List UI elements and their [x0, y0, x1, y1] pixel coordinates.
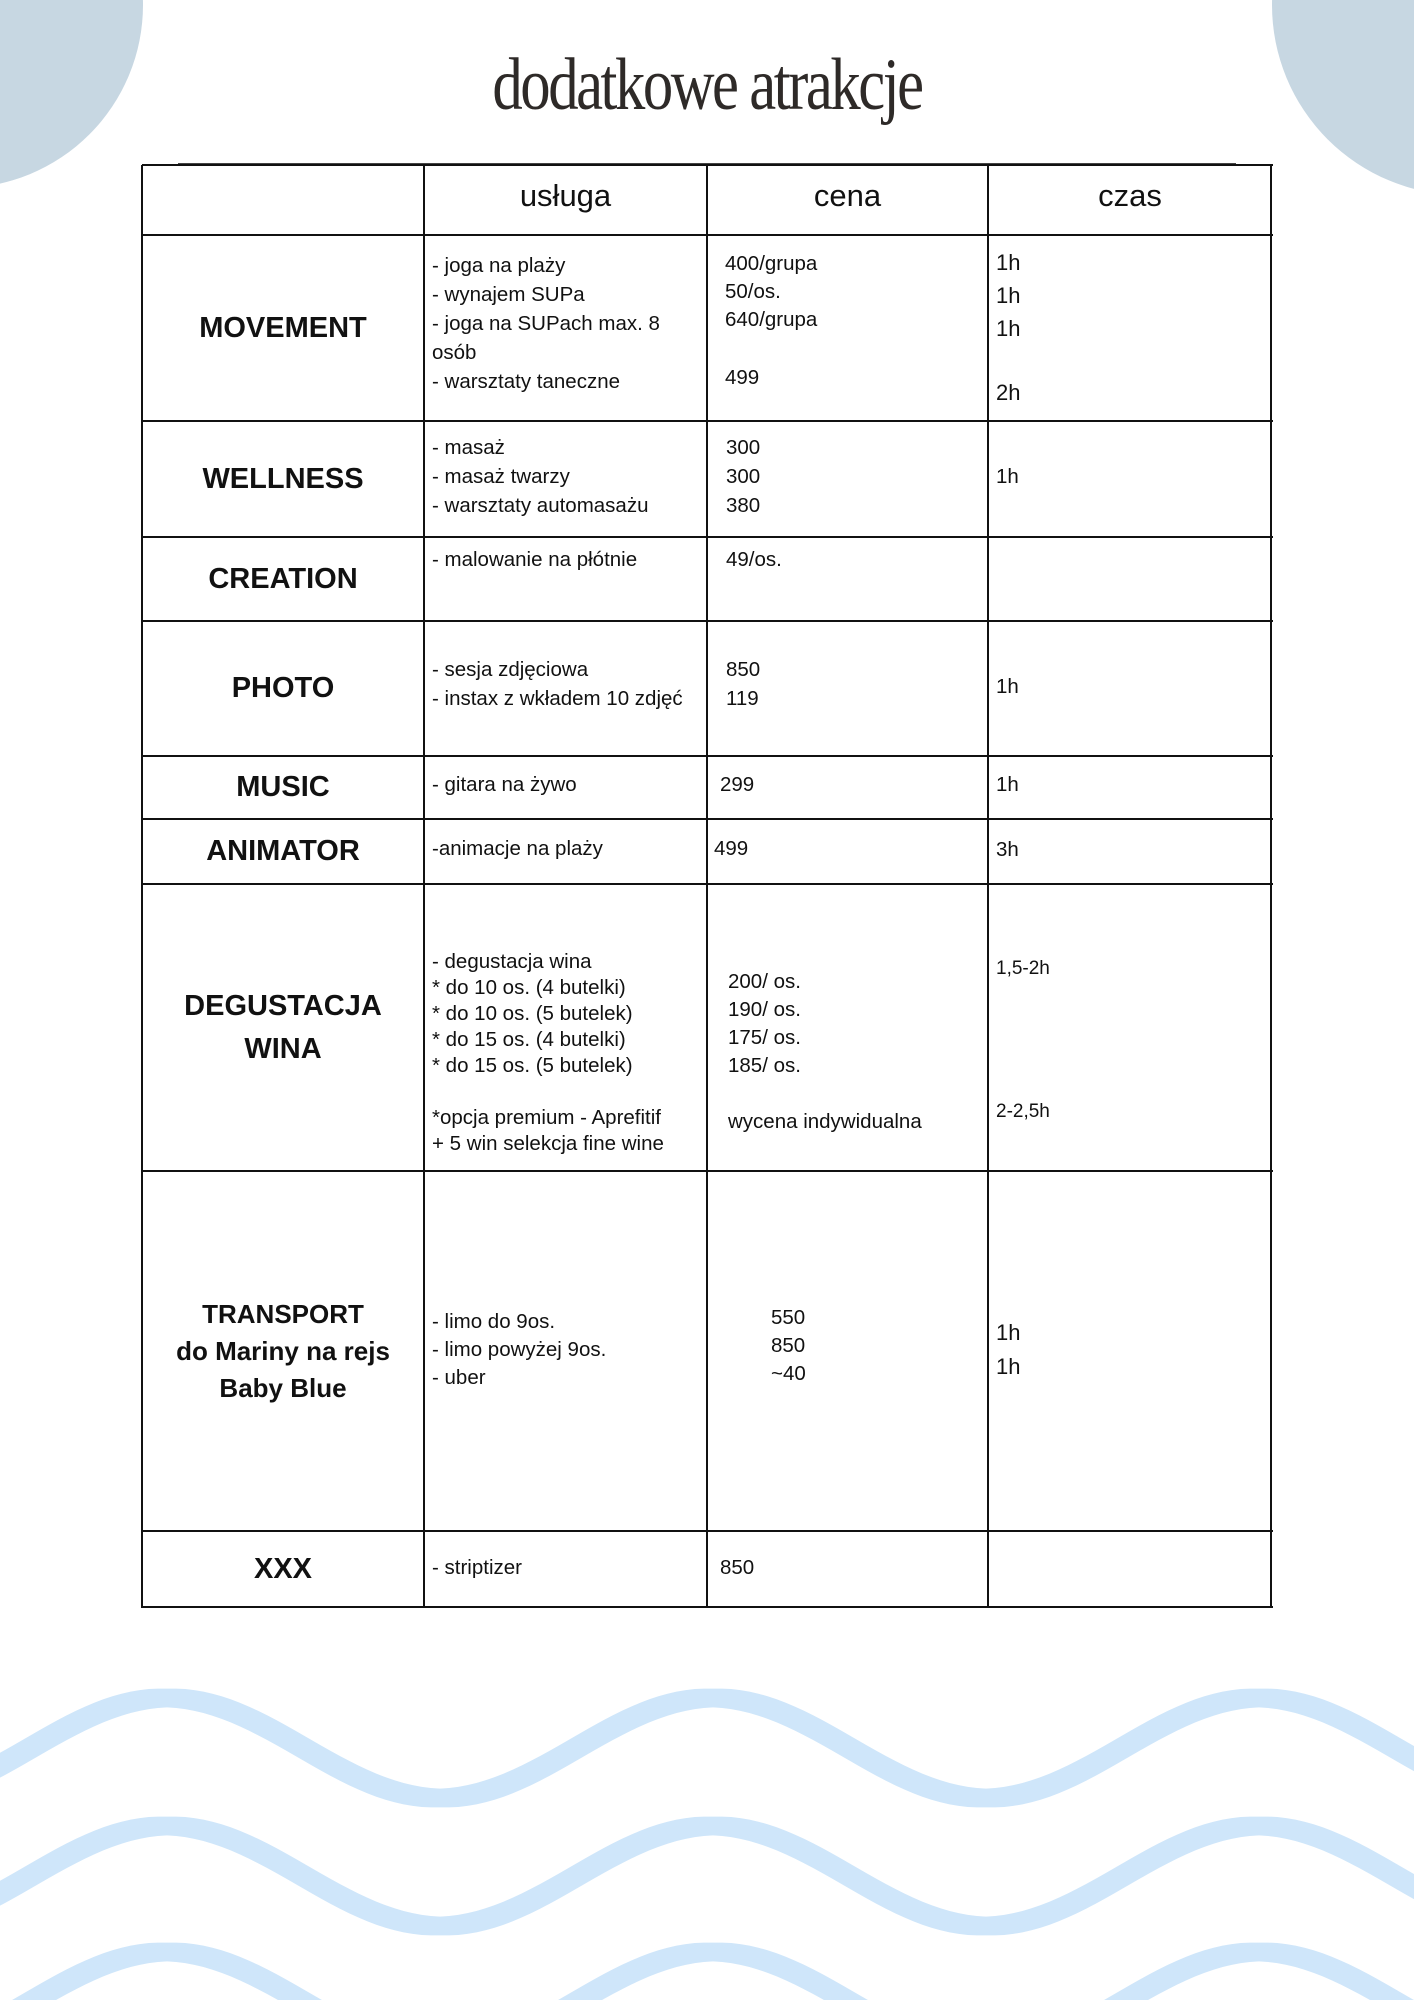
price-item: 850	[771, 1334, 806, 1357]
category-label-line: MUSIC	[236, 771, 330, 803]
price-item: 50/os.	[725, 280, 781, 303]
price-item: 300	[726, 436, 761, 459]
category-label-line: TRANSPORT	[202, 1298, 364, 1329]
category-label-line: ANIMATOR	[206, 835, 360, 867]
service-item: *opcja premium - Aprefitif	[432, 1106, 662, 1129]
service-item: - malowanie na płótnie	[432, 548, 638, 571]
time-item: 1h	[996, 250, 1021, 275]
price-item: 850	[720, 1556, 755, 1579]
service-item: - joga na SUPach max. 8	[432, 312, 660, 335]
price-item: 380	[726, 494, 761, 517]
service-item: - degustacja wina	[432, 950, 592, 973]
time-item: 1h	[996, 1320, 1021, 1345]
category-label-line: Baby Blue	[219, 1372, 347, 1403]
table-column-border	[987, 165, 989, 1608]
decorative-waves	[0, 1689, 1414, 2000]
price-item: 175/ os.	[728, 1026, 801, 1049]
price-item: 499	[725, 366, 760, 389]
price-item: 850	[726, 658, 761, 681]
category-label-line: XXX	[253, 1552, 313, 1585]
table-column-border	[1270, 165, 1272, 1608]
table-column-border	[706, 165, 708, 1608]
category-label	[142, 421, 424, 537]
service-item: - wynajem SUPa	[432, 283, 585, 306]
service-item: * do 10 os. (5 butelek)	[432, 1002, 633, 1025]
category-label	[142, 819, 424, 884]
price-item: 49/os.	[726, 548, 782, 571]
price-item: 119	[726, 687, 759, 710]
category-label	[142, 884, 424, 1171]
price-item: wycena indywidualna	[728, 1110, 922, 1133]
category-label-line: WELLNESS	[202, 462, 364, 495]
service-item: * do 15 os. (4 butelki)	[432, 1028, 626, 1051]
service-item: - warsztaty automasażu	[432, 494, 649, 517]
price-item: 300	[726, 465, 761, 488]
price-item: 499	[714, 837, 749, 860]
header-service: usługa	[519, 178, 612, 213]
time-item: 1h	[996, 283, 1021, 308]
time-item: 3h	[996, 838, 1019, 861]
service-item: - instax z wkładem 10 zdjęć	[432, 687, 683, 710]
time-item: 2h	[996, 380, 1021, 405]
service-item: * do 15 os. (5 butelek)	[432, 1054, 633, 1077]
price-item: 400/grupa	[725, 252, 818, 275]
category-label	[142, 756, 424, 819]
price-item: 299	[720, 773, 755, 796]
service-item: - masaż twarzy	[432, 465, 570, 488]
service-item: -animacje na plaży	[432, 837, 603, 860]
service-item: osób	[432, 341, 477, 364]
category-label	[142, 235, 424, 421]
category-label	[142, 537, 424, 621]
category-label	[142, 1531, 424, 1607]
decorative-circle-top-left	[0, 0, 143, 188]
header-time: czas	[1098, 178, 1162, 213]
service-item: - gitara na żywo	[432, 773, 577, 796]
time-item: 1h	[996, 1354, 1021, 1379]
category-label-line: CREATION	[208, 562, 358, 595]
page-title: dodatkowe atrakcje	[492, 44, 922, 126]
service-item: - joga na plaży	[432, 254, 566, 277]
price-item: 185/ os.	[728, 1054, 801, 1077]
category-label	[142, 621, 424, 756]
category-label	[142, 1171, 424, 1531]
decorative-circle-top-right	[1272, 0, 1414, 195]
time-item: 1h	[996, 773, 1019, 796]
time-item: 1h	[996, 316, 1021, 341]
service-item: - striptizer	[432, 1556, 522, 1579]
price-item: 190/ os.	[728, 998, 801, 1021]
time-item: 1h	[996, 465, 1019, 488]
category-label-line: do Mariny na rejs	[176, 1335, 390, 1366]
service-item: - limo do 9os.	[432, 1310, 556, 1333]
category-label-line: MOVEMENT	[199, 311, 367, 344]
price-item: 200/ os.	[728, 970, 801, 993]
service-item: * do 10 os. (4 butelki)	[432, 976, 626, 999]
wave-shape	[0, 1817, 1414, 1936]
service-item: - masaż	[432, 436, 505, 459]
category-label-line: PHOTO	[231, 672, 335, 704]
time-item: 2-2,5h	[996, 1101, 1050, 1122]
category-label-line: DEGUSTACJA	[184, 989, 382, 1022]
wave-shape	[0, 1689, 1414, 1808]
time-item: 1h	[996, 675, 1019, 698]
service-item: - limo powyżej 9os.	[432, 1338, 607, 1361]
category-label-line: WINA	[244, 1032, 322, 1065]
service-item: - warsztaty taneczne	[432, 370, 620, 393]
service-item: - uber	[432, 1366, 486, 1389]
service-item: + 5 win selekcja fine wine	[432, 1132, 664, 1155]
header-price: cena	[813, 178, 882, 213]
service-item: - sesja zdjęciowa	[432, 658, 589, 681]
time-item: 1,5-2h	[996, 958, 1050, 979]
price-item: 550	[771, 1306, 806, 1329]
price-item: 640/grupa	[725, 308, 818, 331]
price-item: ~40	[771, 1362, 806, 1385]
wave-shape	[0, 1943, 1414, 2000]
